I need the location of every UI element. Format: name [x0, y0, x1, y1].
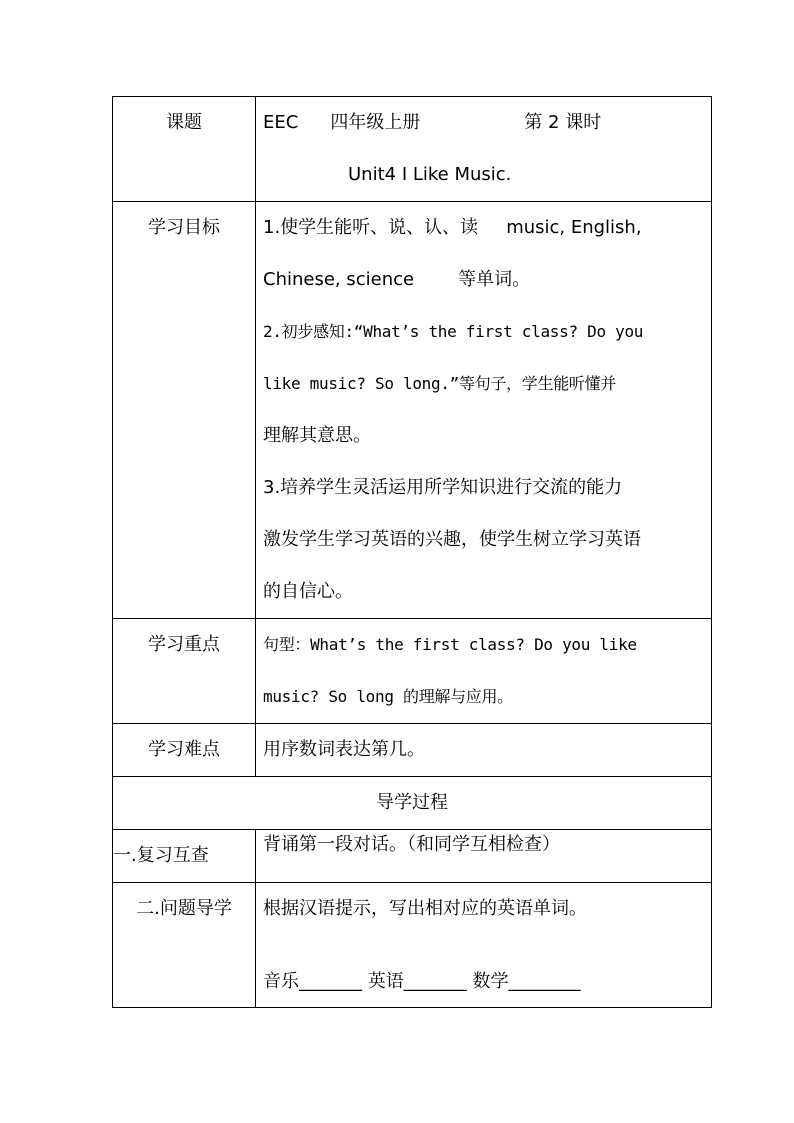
guided-spacer [263, 935, 707, 967]
objective-line-2b: 等单词。 [458, 269, 531, 290]
title-label-text: 课题 [166, 112, 202, 133]
lesson-plan-table [112, 96, 712, 1008]
difficulties-label [113, 724, 256, 777]
objective-line-5: 理解其意思。 [263, 425, 371, 446]
guided-instruction: 根据汉语提示，写出相对应的英语单词。 [263, 898, 587, 919]
title-row [113, 97, 712, 202]
objective-line-1b: music, English, [506, 217, 642, 238]
difficulties-label-text: 学习难点 [148, 739, 220, 760]
difficulties-row [113, 724, 712, 777]
guided-label-text: 二.问题导学 [136, 898, 232, 919]
objective-line-7: 激发学生学习英语的兴趣，使学生树立学习英语 [263, 529, 641, 550]
review-label-text: 一.复习互查 [113, 845, 209, 866]
review-content [256, 830, 712, 883]
objectives-content [256, 202, 712, 619]
title-label [113, 97, 256, 202]
difficulties-text: 用序数词表达第几。 [263, 739, 425, 760]
process-heading-text: 导学过程 [376, 792, 448, 813]
objectives-row [113, 202, 712, 619]
process-heading-row [113, 777, 712, 830]
title-content [256, 97, 712, 202]
objectives-label-text: 学习目标 [148, 217, 220, 238]
title-line1 [263, 97, 707, 149]
key-points-row [113, 619, 712, 724]
objective-line-2a: Chinese, science [263, 269, 415, 290]
objective-line-1a: 1.使学生能听、说、认、读 [263, 217, 479, 238]
key-points-label [113, 619, 256, 724]
grade-text: 四年级上册 [330, 112, 421, 133]
objective-line-4: like music? So long.”等句子，学生能听懂并 [263, 374, 616, 393]
guided-blanks[interactable]: 音乐_______ 英语_______ 数学________ [263, 971, 581, 992]
guided-row [113, 883, 712, 1008]
objective-line-1 [263, 202, 707, 254]
review-row [113, 830, 712, 883]
key-points-line-2: music? So long 的理解与应用。 [263, 687, 513, 706]
objective-line-8: 的自信心。 [263, 581, 353, 602]
objective-line-2 [263, 254, 707, 306]
difficulties-content [256, 724, 712, 777]
series-text: EEC [263, 112, 299, 133]
review-text: 背诵第一段对话。（和同学互相检查） [263, 834, 560, 855]
review-label [113, 830, 256, 883]
objectives-label [113, 202, 256, 619]
unit-title: Unit4 I Like Music. [348, 164, 512, 185]
guided-content [256, 883, 712, 1008]
lesson-number-text: 第 2 课时 [524, 112, 602, 133]
process-heading [113, 777, 712, 830]
objective-line-3: 2.初步感知:“What’s the first class? Do you [263, 322, 644, 341]
key-points-content [256, 619, 712, 724]
guided-label [113, 883, 256, 1008]
key-points-line-1: 句型：What’s the first class? Do you like [263, 635, 637, 654]
objective-line-6: 3.培养学生灵活运用所学知识进行交流的能力 [263, 477, 623, 498]
key-points-label-text: 学习重点 [148, 634, 220, 655]
